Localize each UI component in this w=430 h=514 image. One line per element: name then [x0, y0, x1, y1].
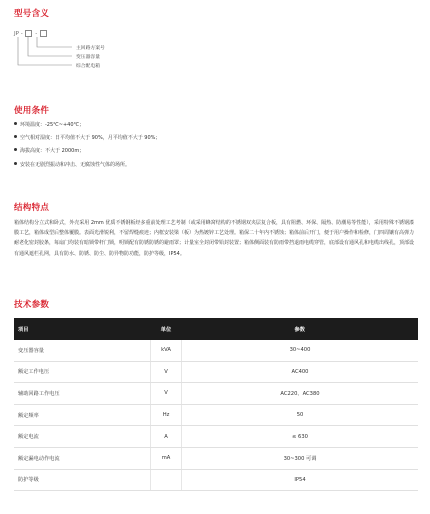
header-value: 参数 — [182, 318, 419, 340]
table-row: 辅助回路工作电压 V AC220、AC380 — [14, 383, 418, 405]
model-label-box: 综合配电箱 — [76, 64, 100, 69]
table-row: 额定漏电动作电流 mA 30~300 可调 — [14, 447, 418, 469]
header-unit: 单位 — [151, 318, 182, 340]
table-header-row — [14, 318, 418, 340]
table-row: 额定工作电压 V AC400 — [14, 361, 418, 383]
model-prefix: JP — [14, 31, 19, 37]
bullet-icon — [14, 135, 17, 138]
table-row: 额定频率 Hz 50 — [14, 404, 418, 426]
structure-paragraph: 箱体结构分立式和卧式，外壳采用 2mm 优质不锈钢板经多重前处理工艺考制（或采用蜂窝结构的不锈钢双夹层复合板，具有阻燃、环保、隔热、防潮易等性能），采用特殊不锈钢漆膜工艺，箱体成型后整体覆膜。表面光滑锐利，不留焊缝痕迹；内框安装梁（板）为热镀锌工艺处理。箱保二十年内不锈蚀；箱体前后开门，便于用户操作和检修，门四周镶有高弹力耐老化密封胶条，每扇门均装有暗锁带杆门锁，明锁配有防锈防锈的避雨罩；计量室全封闭带铅封装置；箱体侧面装有防雨带挡退雨电缆穿管，底部设有通风孔和电缆出线孔，顶部设有通风遮栏孔网，具有防水、防锈、防尘、防异物防功能，防护等级，IP54。 — [14, 220, 415, 257]
bullet-icon — [14, 148, 17, 151]
table-row: 变压器容量 kVA 30~400 — [14, 340, 418, 361]
spec-table — [14, 318, 418, 491]
section-title-specs: 技术参数 — [14, 300, 50, 310]
condition-item: 安装在无剧烈振动和冲击、无腐蚀性气体的场所。 — [14, 161, 160, 174]
model-diagram-lines — [0, 0, 430, 80]
section-title-structure: 结构特点 — [14, 203, 50, 213]
header-item: 项目 — [14, 318, 151, 340]
model-label-capacity: 变压器容量 — [76, 55, 100, 60]
section-title-model: 型号含义 — [14, 9, 50, 19]
condition-item: 环境温度：-25℃~+40℃； — [14, 121, 160, 134]
condition-item: 海拔高度：不大于 2000m； — [14, 147, 160, 160]
section-title-conditions: 使用条件 — [14, 106, 50, 116]
conditions-list — [14, 121, 160, 174]
model-sep: - — [35, 31, 38, 37]
table-row: 额定电流 A ≤ 630 — [14, 426, 418, 448]
condition-item: 空气相对湿度：日平均值不大于 90%，月平均值不大于 90%； — [14, 134, 160, 147]
bullet-icon — [14, 122, 17, 125]
model-label-scheme: 主回路方案号 — [76, 46, 105, 51]
table-row: 防护等级 IP54 — [14, 469, 418, 491]
model-sep: - — [20, 31, 23, 37]
bullet-icon — [14, 162, 17, 165]
